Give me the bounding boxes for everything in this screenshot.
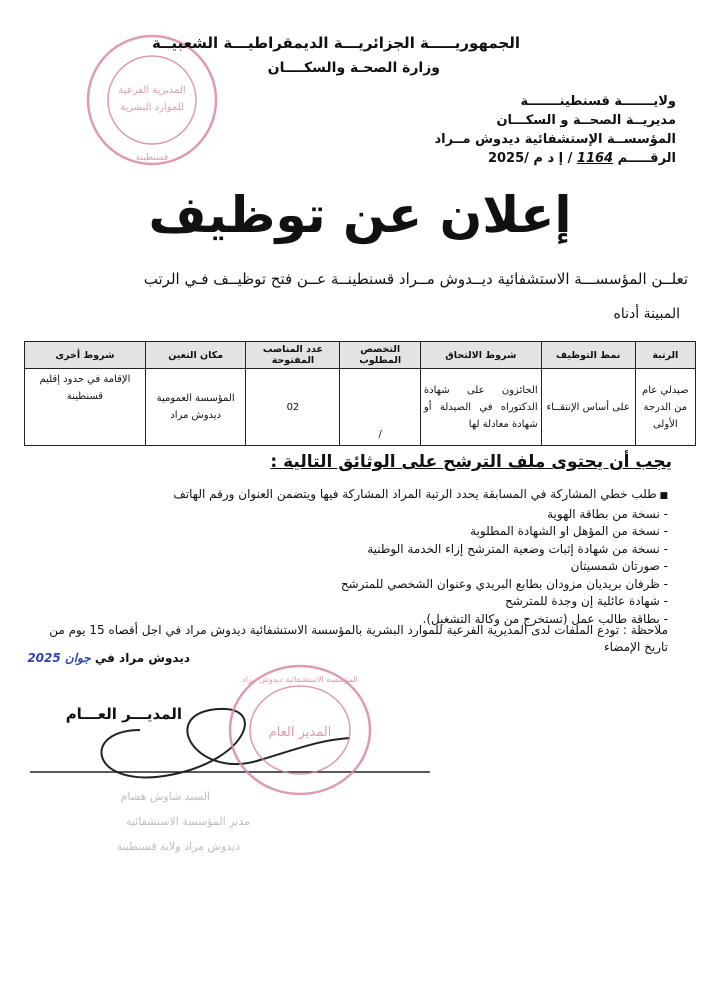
table-header-row (25, 342, 696, 369)
documents-list (48, 486, 668, 628)
list-item: - نسخة من بطاقة الهوية (547, 506, 668, 521)
signature-date: ديدوش مراد في جوان 2025 (27, 651, 190, 665)
wilaya-name: ولايـــــــة قسنطينـــــــة (520, 94, 676, 109)
table-header-cell: التخصص المطلوب (340, 342, 421, 369)
republic-name: الجمهوريـــــة الجزائريـــة الديمقراطيـــة الشعبيــة (152, 34, 520, 52)
list-item: ■ طلب خطي المشاركة في المسابقة يحدد الرتبة المراد المشاركة فيها ويتضمن العنوان ورقم الهاتف (48, 486, 668, 506)
faded-position: مدير المؤسسة الاستشفائية (125, 815, 250, 828)
svg-text:قسنطينة: قسنطينة (135, 153, 169, 163)
director-stamp-title: المدير العام (268, 725, 332, 740)
table-cell: 02 (246, 369, 340, 446)
institution-name: المؤسســة الإستشفائية ديدوش مــراد (434, 132, 676, 147)
list-item: - ظرفان بريديان مزودان بطابع البريدي وعنوان الشخصي للمترشح (340, 576, 668, 591)
svg-text:للموارد البشرية: للموارد البشرية (120, 102, 184, 113)
director-stamp (225, 660, 375, 800)
svg-text:المديرية الفرعية: المديرية الفرعية (118, 85, 186, 96)
list-item: - نسخة من شهادة إثبات وضعية المترشح إزاء الخدمة الوطنية (367, 541, 668, 556)
directorate-name: مديريــة الصحــة و السكـــان (496, 113, 676, 128)
table-header-cell: شروط أخرى (25, 342, 146, 369)
director-stamp-ring: المؤسسة الاستشفائية ديدوش مراد (242, 675, 358, 684)
table-cell: على أساس الإنتقــاء (541, 369, 635, 446)
table-row (25, 369, 696, 446)
table-header-cell: شروط الالتحاق (420, 342, 541, 369)
submission-note: ملاحظة : تودع الملفات لدى المديرية الفرعية للموارد البشرية بالمؤسسة الاستشفائية ديدوش مراد في اجل أقصاه 15 يوم من تاريخ الإمضاء (49, 623, 668, 654)
list-item: - نسخة من المؤهل او الشهادة المطلوبة (470, 524, 668, 538)
table-header-cell: الرتبة (635, 342, 695, 369)
list-item: - صورتان شمسيتان (570, 559, 668, 573)
list-item: - بطاقة طالب عمل (تستخرج من وكالة التشغيل). (422, 611, 668, 626)
director-title: المديـــر العـــام (65, 705, 182, 723)
table-cell: صيدلي عام من الدرجة الأولى (635, 369, 695, 446)
faded-location: ديدوش مراد ولاية قسنطينة (116, 840, 240, 853)
table-cell: المؤسسة العمومية ديدوش مراد (145, 369, 246, 446)
ministry-name: وزارة الصحـة والسكــــان (267, 60, 440, 76)
page-title: إعلان عن توظيف (148, 186, 572, 244)
table-cell: / (340, 369, 421, 446)
issuer-block (434, 92, 676, 168)
table-header-cell: مكان التعين (145, 342, 246, 369)
table-header-cell: نمط التوظيف (541, 342, 635, 369)
table-cell: الإقامة في حدود إقليم قسنطينة (25, 369, 146, 446)
positions-table (24, 341, 696, 446)
intro-text-continued: المبينة أدناه (613, 306, 680, 322)
table-cell: الحائزون على شهادة الدكتوراه في الصيدلة أو شهادة معادلة لها (420, 369, 541, 446)
table-header-cell: عدد المناصب المفتوحة (246, 342, 340, 369)
documents-heading: يجب أن يحتوى ملف الترشح على الوثائق التالية : (270, 452, 672, 472)
list-item: - شهادة عائلية إن وجدة للمترشح (504, 594, 668, 608)
faded-name: السيد شاوش هشام (120, 790, 210, 803)
intro-text: تعلــن المؤسســـة الاستشفائية ديــدوش مــراد قسنطينــة عــن فتح توظيــف فـي الرتب (143, 270, 688, 288)
reference-number: الرقـــــم 1164 / إ د م /2025 (487, 151, 676, 166)
